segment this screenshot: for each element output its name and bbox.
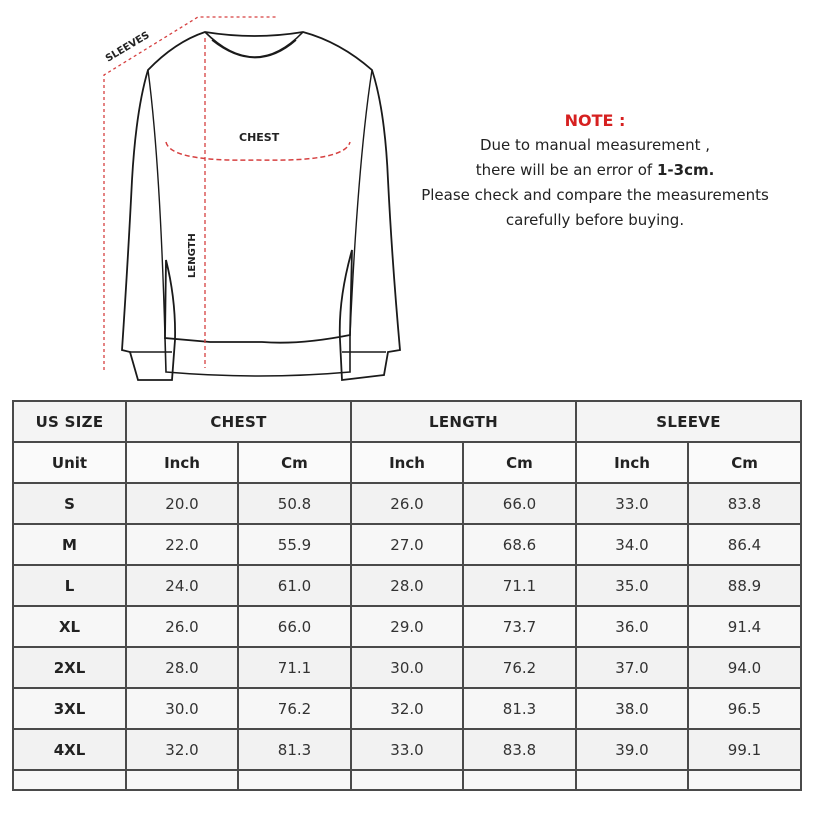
measurement-cell: 66.0 (463, 483, 576, 524)
table-cell-empty (463, 770, 576, 790)
table-cell-empty (688, 770, 801, 790)
measurement-cell: 83.8 (463, 729, 576, 770)
table-row (13, 524, 801, 565)
note-error-range: 1-3cm. (656, 161, 715, 179)
table-cell-empty (576, 770, 688, 790)
measurement-note (415, 108, 775, 233)
measurement-cell: 86.4 (688, 524, 801, 565)
measurement-cell: 66.0 (238, 606, 351, 647)
size-cell: M (13, 524, 126, 565)
length-label: LENGTH (187, 233, 198, 278)
measurement-cell: 33.0 (576, 483, 688, 524)
unit-header: Cm (688, 442, 801, 483)
measurement-cell: 26.0 (351, 483, 463, 524)
table-cell-empty (351, 770, 463, 790)
table-row (13, 647, 801, 688)
measurement-cell: 28.0 (126, 647, 238, 688)
measurement-cell: 32.0 (126, 729, 238, 770)
sleeves-label: SLEEVES (103, 29, 152, 65)
unit-header: Inch (576, 442, 688, 483)
measurement-cell: 61.0 (238, 565, 351, 606)
size-cell: L (13, 565, 126, 606)
note-line-2 (415, 158, 775, 183)
measurement-cell: 39.0 (576, 729, 688, 770)
table-row (13, 606, 801, 647)
note-line-1: Due to manual measurement , (479, 136, 710, 154)
table-group-header-row (13, 401, 801, 442)
measurement-cell: 76.2 (238, 688, 351, 729)
measurement-cell: 96.5 (688, 688, 801, 729)
note-line-4: carefully before buying. (505, 211, 685, 229)
measurement-cell: 28.0 (351, 565, 463, 606)
measurement-cell: 38.0 (576, 688, 688, 729)
measurement-cell: 81.3 (238, 729, 351, 770)
measurement-cell: 35.0 (576, 565, 688, 606)
measurement-cell: 33.0 (351, 729, 463, 770)
size-chart-table (12, 400, 802, 791)
measurement-cell: 32.0 (351, 688, 463, 729)
measurement-cell: 71.1 (238, 647, 351, 688)
measurement-cell: 55.9 (238, 524, 351, 565)
measurement-cell: 37.0 (576, 647, 688, 688)
measurement-cell: 22.0 (126, 524, 238, 565)
measurement-cell: 26.0 (126, 606, 238, 647)
size-cell: 2XL (13, 647, 126, 688)
measurement-cell: 36.0 (576, 606, 688, 647)
unit-header: Cm (238, 442, 351, 483)
note-line-2-prefix: there will be an error of (475, 161, 657, 179)
measurement-cell: 30.0 (126, 688, 238, 729)
unit-header: Cm (463, 442, 576, 483)
size-cell: 4XL (13, 729, 126, 770)
measurement-cell: 68.6 (463, 524, 576, 565)
size-cell: XL (13, 606, 126, 647)
chest-label: CHEST (239, 131, 280, 144)
measurement-cell: 76.2 (463, 647, 576, 688)
us-size-header: US SIZE (13, 401, 126, 442)
measurement-cell: 81.3 (463, 688, 576, 729)
table-row (13, 483, 801, 524)
table-row (13, 565, 801, 606)
size-rows (13, 483, 801, 770)
sleeve-group-header: SLEEVE (576, 401, 801, 442)
table-cell-empty (126, 770, 238, 790)
measurement-cell: 30.0 (351, 647, 463, 688)
measurement-cell: 50.8 (238, 483, 351, 524)
table-row-partial (13, 770, 801, 790)
measurement-cell: 29.0 (351, 606, 463, 647)
note-line-3: Please check and compare the measurements (421, 186, 769, 204)
note-title: NOTE : (564, 111, 626, 130)
measurement-cell: 91.4 (688, 606, 801, 647)
table-unit-row (13, 442, 801, 483)
unit-header: Inch (126, 442, 238, 483)
measurement-cell: 88.9 (688, 565, 801, 606)
unit-label: Unit (13, 442, 126, 483)
size-cell: S (13, 483, 126, 524)
measurement-cell: 71.1 (463, 565, 576, 606)
measurement-cell: 83.8 (688, 483, 801, 524)
size-cell: 3XL (13, 688, 126, 729)
table-row (13, 729, 801, 770)
chest-group-header: CHEST (126, 401, 351, 442)
measurement-cell: 34.0 (576, 524, 688, 565)
sweatshirt-diagram (0, 0, 420, 390)
measurement-cell: 20.0 (126, 483, 238, 524)
measurement-cell: 99.1 (688, 729, 801, 770)
table-cell-empty (13, 770, 126, 790)
measurement-cell: 24.0 (126, 565, 238, 606)
table-cell-empty (238, 770, 351, 790)
measurement-cell: 73.7 (463, 606, 576, 647)
length-group-header: LENGTH (351, 401, 576, 442)
unit-header: Inch (351, 442, 463, 483)
measurement-cell: 27.0 (351, 524, 463, 565)
table-row (13, 688, 801, 729)
measurement-cell: 94.0 (688, 647, 801, 688)
sweatshirt-body-outline (122, 32, 400, 380)
